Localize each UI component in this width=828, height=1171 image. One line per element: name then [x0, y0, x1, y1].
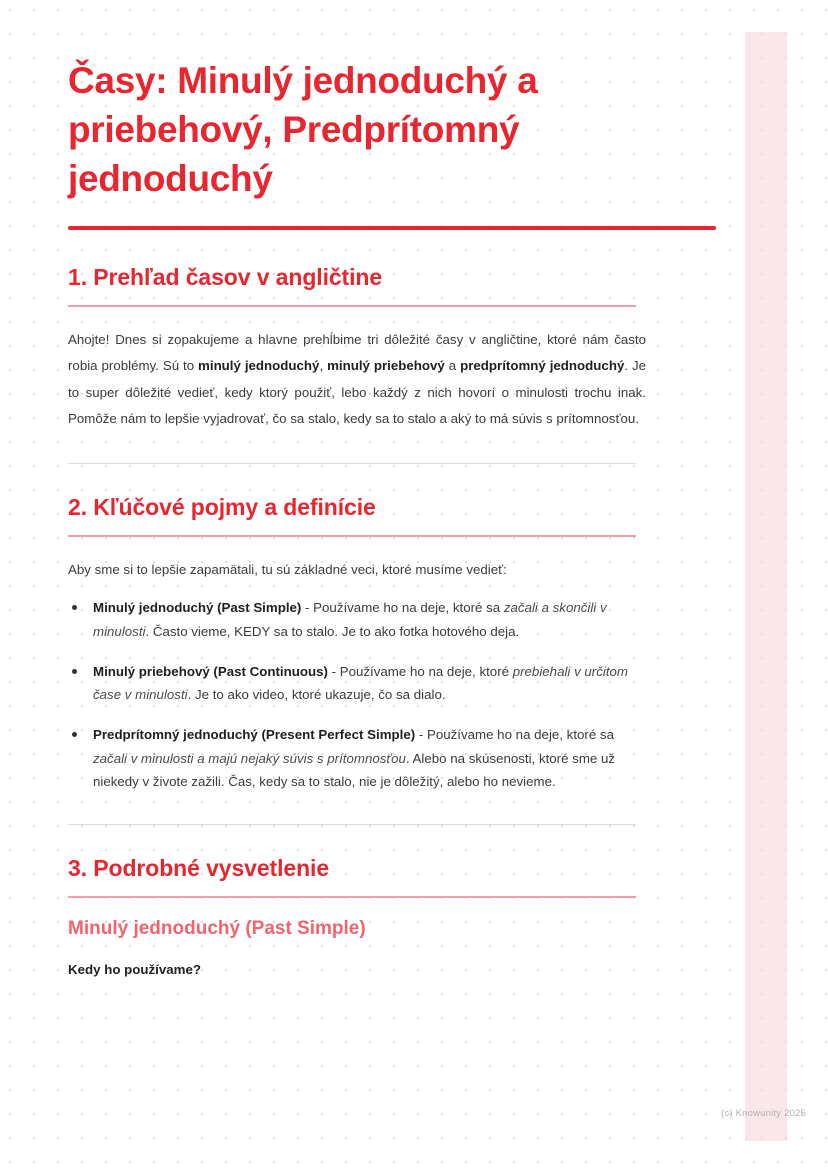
list-item: Minulý jednoduchý (Past Simple) - Používame ho na deje, ktoré sa začali a skončili v minulosti. Často vieme, KEDY sa to stalo. Je to ako fotka hotového deja.: [68, 596, 646, 643]
right-margin-band: [745, 32, 787, 1141]
footer-copyright: (c) Knowunity 2025: [721, 1108, 806, 1119]
section-3-subheading: Minulý jednoduchý (Past Simple): [68, 917, 366, 939]
section-2-heading: 2. Kľúčové pojmy a definície: [68, 493, 376, 520]
document-content: [68, 56, 646, 977]
list-item: Minulý priebehový (Past Continuous) - Používame ho na deje, ktoré prebiehali v určitom čase v minulosti. Je to ako video, ktoré ukazuje, čo sa dialo.: [68, 660, 646, 707]
section-3-heading: 3. Podrobné vysvetlenie: [68, 854, 330, 881]
section-1-paragraph: Ahojte! Dnes si zopakujeme a hlavne prehĺbime tri dôležité časy v angličtine, ktoré nám často robia problémy. Sú to minulý jednoduchý, minulý priebehový a predprítomný jednoduchý. Je to super dôležité vedieť, kedy ktorý použiť, lebo každý z nich hovorí o minulosti trochu inak. Pomôže nám to lepšie vyjadrovať, čo sa stalo, kedy sa to stalo a aký to má súvis s prítomnosťou.: [68, 331, 647, 427]
section-divider-1: [68, 463, 636, 464]
title-divider: [68, 226, 716, 230]
section-1-heading: 1. Prehľad časov v angličtine: [68, 263, 383, 290]
section-3-rule: [68, 896, 636, 898]
section-2-bullet-list: [68, 596, 646, 794]
section-3-sub-label: Kedy ho používame?: [68, 961, 201, 977]
section-2-rule: [68, 535, 636, 537]
list-item: Predprítomný jednoduchý (Present Perfect Simple) - Používame ho na deje, ktoré sa začali v minulosti a majú nejaký súvis s prítomnosťou. Alebo na skúsenosti, ktoré sme už niekedy v živote zažili. Čas, kedy sa to stalo, nie je dôležitý, alebo ho nevieme.: [68, 723, 646, 794]
section-1-rule: [68, 305, 636, 307]
section-2-lead: Aby sme si to lepšie zapamätali, tu sú základné veci, ktoré musíme vedieť:: [68, 561, 507, 577]
section-divider-2: [68, 824, 636, 825]
page-title: Časy: Minulý jednoduchý a priebehový, Predprítomný jednoduchý: [68, 60, 538, 200]
